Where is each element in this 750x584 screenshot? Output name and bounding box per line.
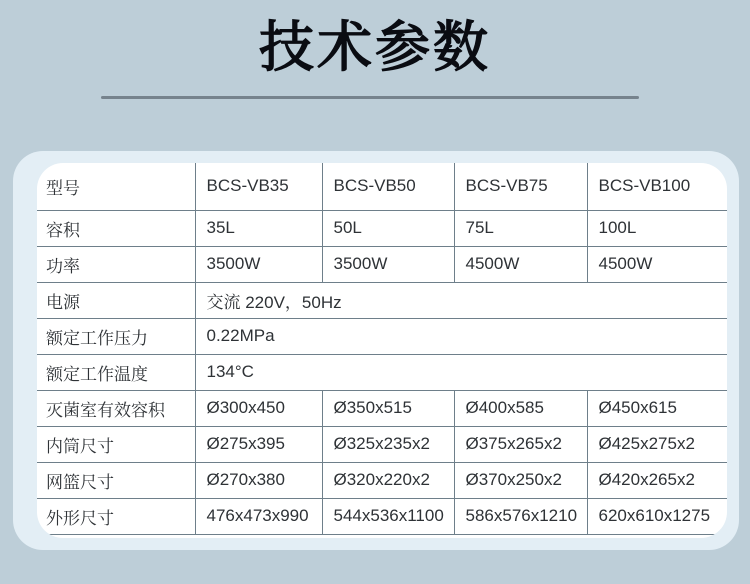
row-value: Ø420x265x2: [587, 462, 727, 498]
table-row-inner-cylinder: [37, 426, 727, 462]
row-value: 586x576x1210: [454, 498, 587, 534]
table-row-power-supply: [37, 282, 727, 318]
table-row-rated-pressure: [37, 318, 727, 354]
row-value: 544x536x1100: [322, 498, 454, 534]
row-value: Ø270x380: [195, 462, 322, 498]
table-row-volume: [37, 210, 727, 246]
spec-card: [37, 163, 727, 538]
row-label: 外形尺寸: [37, 498, 195, 534]
row-value: 4500W: [587, 246, 727, 282]
row-value: 100L: [587, 210, 727, 246]
page-title: 技术参数: [258, 16, 491, 78]
row-value: Ø425x275x2: [587, 426, 727, 462]
table-row-basket: [37, 462, 727, 498]
row-value: 75L: [454, 210, 587, 246]
row-value: 3500W: [322, 246, 454, 282]
row-value: 35L: [195, 210, 322, 246]
row-label: 网篮尺寸: [37, 462, 195, 498]
spec-table: [37, 163, 727, 535]
row-value: Ø400x585: [454, 390, 587, 426]
table-row-rated-temperature: [37, 354, 727, 390]
row-value: Ø320x220x2: [322, 462, 454, 498]
row-value: Ø450x615: [587, 390, 727, 426]
table-row-model: [37, 163, 727, 210]
row-value: 0.22MPa: [195, 318, 727, 354]
row-value: 4500W: [454, 246, 587, 282]
row-value: BCS-VB75: [454, 163, 587, 210]
row-value: Ø275x395: [195, 426, 322, 462]
row-label: 电源: [37, 282, 195, 318]
row-value: 476x473x990: [195, 498, 322, 534]
row-value: BCS-VB50: [322, 163, 454, 210]
table-row-chamber-volume: [37, 390, 727, 426]
row-label: 额定工作压力: [37, 318, 195, 354]
table-row-power: [37, 246, 727, 282]
row-value: 620x610x1275: [587, 498, 727, 534]
row-value: 3500W: [195, 246, 322, 282]
row-value: BCS-VB35: [195, 163, 322, 210]
row-value: Ø350x515: [322, 390, 454, 426]
row-value: Ø370x250x2: [454, 462, 587, 498]
row-value: 50L: [322, 210, 454, 246]
row-label: 内筒尺寸: [37, 426, 195, 462]
row-label: 容积: [37, 210, 195, 246]
row-value: 交流 220V，50Hz: [195, 282, 727, 318]
row-label: 功率: [37, 246, 195, 282]
row-label: 额定工作温度: [37, 354, 195, 390]
row-label: 型号: [37, 163, 195, 210]
row-value: Ø300x450: [195, 390, 322, 426]
row-label: 灭菌室有效容积: [37, 390, 195, 426]
row-value: 134°C: [195, 354, 727, 390]
row-value: BCS-VB100: [587, 163, 727, 210]
row-value: Ø375x265x2: [454, 426, 587, 462]
row-value: Ø325x235x2: [322, 426, 454, 462]
table-row-outer-dimensions: [37, 498, 727, 534]
title-divider: [101, 96, 639, 99]
